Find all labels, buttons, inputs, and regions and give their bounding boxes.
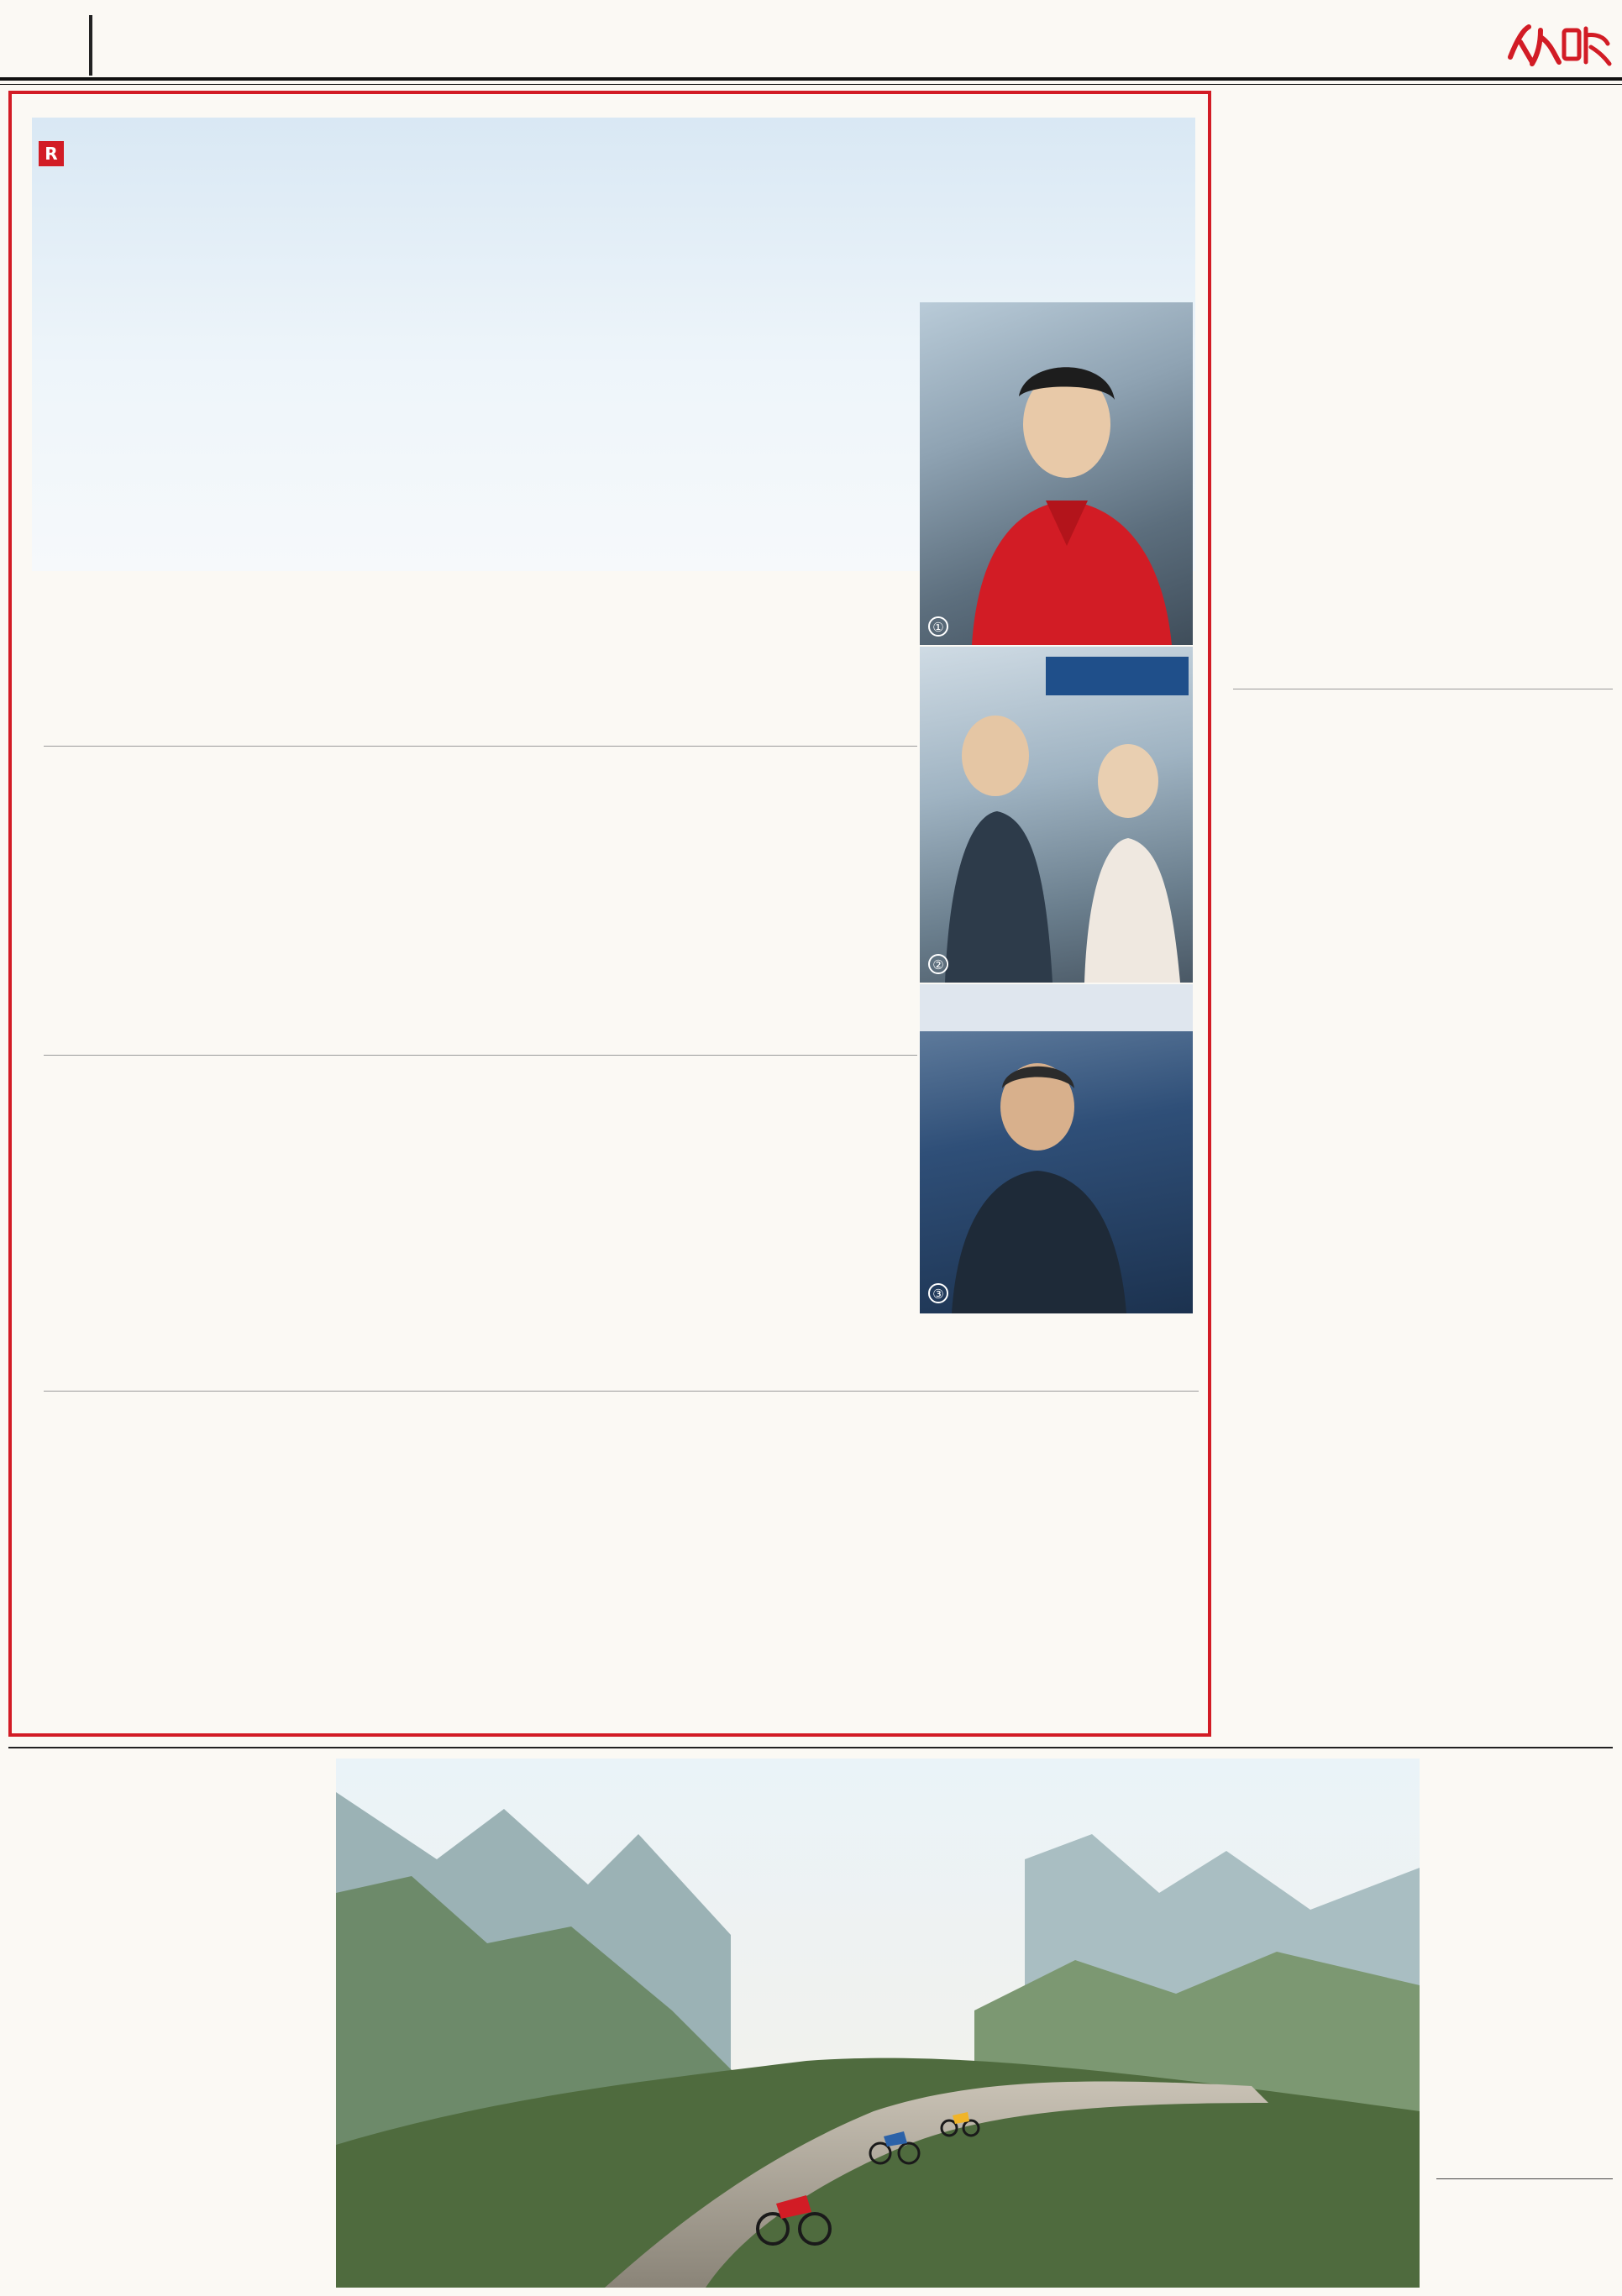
photo-athlete-portrait [920,302,1193,645]
photo1-caption [721,694,912,714]
photo-power-manager [920,984,1193,1313]
snow-body [1233,895,1613,1693]
story1-col3 [721,537,907,663]
footer-rule [1436,2178,1613,2179]
plan-body [92,1780,315,2276]
photo-number-1: ① [928,616,948,637]
newspaper-logo [1504,18,1613,72]
athlete-silhouette-icon [920,302,1193,645]
story2-intro [44,754,319,1048]
section-divider [44,1391,1199,1392]
logo-calligraphy-icon [1504,18,1613,72]
story3-col1 [328,1162,514,1382]
story2-col1 [328,855,514,1045]
masthead-rule [0,77,1622,81]
story1-col1 [328,537,514,731]
story3-col3 [721,1162,907,1342]
editor-note [109,322,916,417]
story2-col2 [524,855,711,1045]
photo3-caption [721,1335,912,1376]
series-tag-icon: R [39,141,64,166]
intro-column [44,437,319,731]
photo2-caption [721,1004,912,1025]
photo-number-3: ③ [928,1283,948,1303]
volunteer-scene-icon [920,647,1193,983]
newspaper-name [1352,30,1495,64]
story1-col2 [524,537,711,731]
cycling-photo [336,1759,1420,2288]
story2-col3 [721,855,907,998]
epidemic-col2 [326,1522,512,1723]
photo-number-2: ② [928,954,948,974]
story3-col2 [524,1162,711,1382]
cctv-dateline [1233,123,1525,144]
masthead-rule-thin [0,84,1622,85]
epidemic-col4 [719,1522,905,1723]
manager-portrait-icon [920,984,1193,1313]
epidemic-col5 [916,1401,1194,1723]
epidemic-col3 [522,1522,709,1723]
section-divider [44,746,917,747]
epidemic-dateline [44,1401,319,1423]
epidemic-col1 [44,1423,319,1723]
cycling-caption [1436,1948,1613,2091]
story3-intro [44,1063,319,1382]
photo-volunteer [920,647,1193,983]
cctv-body [1233,144,1525,658]
section-tab [0,15,92,76]
bottom-rule [8,1747,1613,1748]
mountain-cycling-scene-icon [336,1759,1420,2288]
section-divider [44,1055,917,1056]
plan-dateline [92,1759,315,1780]
